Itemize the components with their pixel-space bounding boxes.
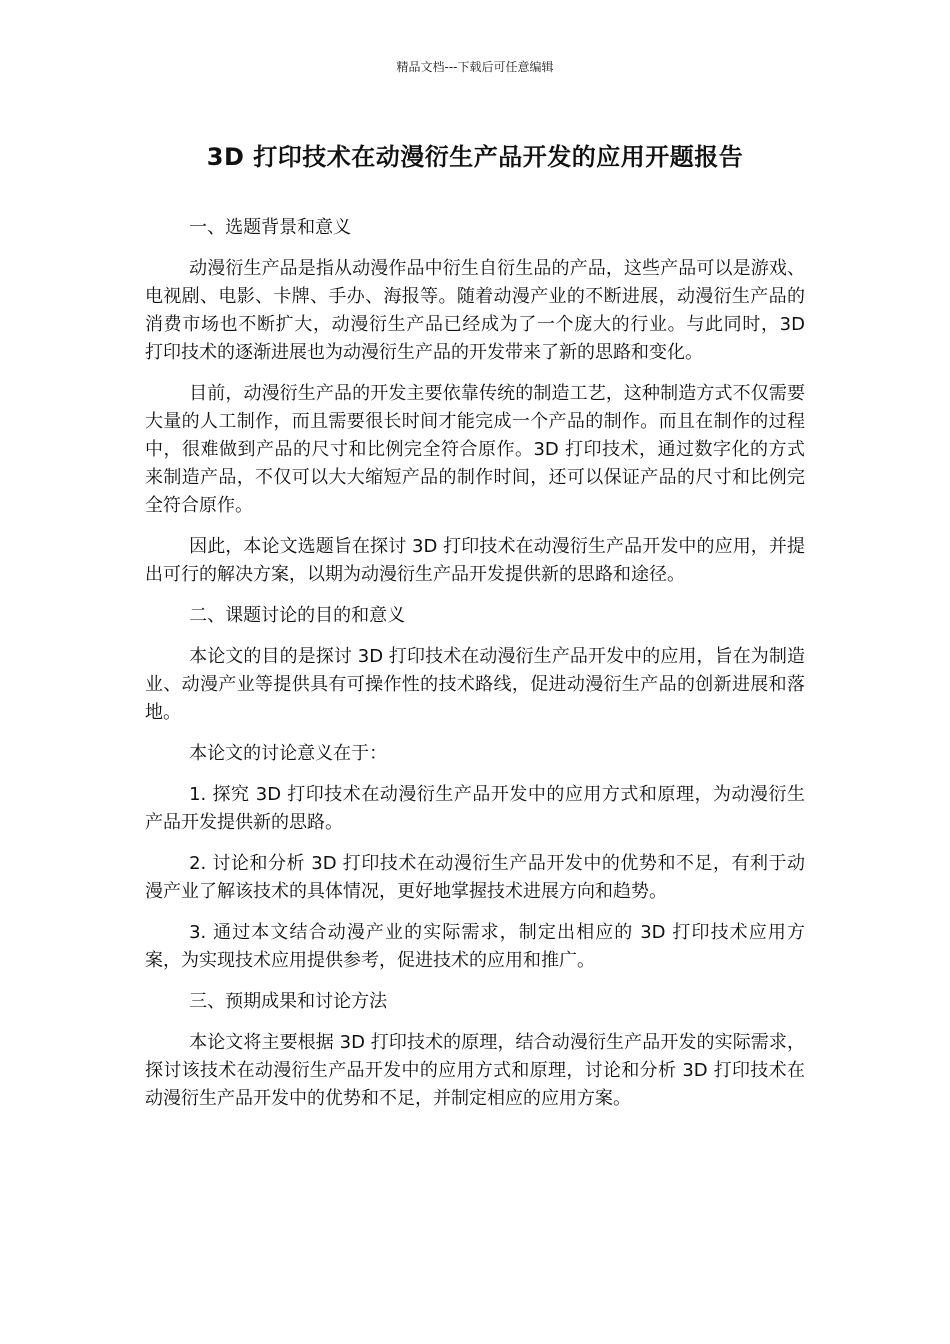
page-header-note: 精品文档---下载后可任意编辑 xyxy=(396,60,554,74)
paragraph: 因此，本论文选题旨在探讨 3D 打印技术在动漫衍生产品开发中的应用，并提出可行的解决方案，以期为动漫衍生产品开发提供新的思路和途径。 xyxy=(145,536,805,585)
list-item: 3. 通过本文结合动漫产业的实际需求，制定出相应的 3D 打印技术应用方案，为实现技术应用提供参考，促进技术的应用和推广。 xyxy=(145,922,805,971)
document-body xyxy=(145,214,805,1126)
paragraph: 本论文的讨论意义在于： xyxy=(189,743,388,764)
paragraph: 目前，动漫衍生产品的开发主要依靠传统的制造工艺，这种制造方式不仅需要大量的人工制作，而且需要很长时间才能完成一个产品的制作。而且在制作的过程中，很难做到产品的尺寸和比例完全符合原作。3D 打印技术，通过数字化的方式来制造产品，不仅可以大大缩短产品的制作时间，还可以保证产品的尺寸和比例完全符合原作。 xyxy=(145,383,805,516)
paragraph: 本论文将主要根据 3D 打印技术的原理，结合动漫衍生产品开发的实际需求，探讨该技术在动漫衍生产品开发中的应用方式和原理，讨论和分析 3D 打印技术在动漫衍生产品开发中的优势和不足，并制定相应的应用方案。 xyxy=(145,1032,805,1109)
paragraph: 本论文的目的是探讨 3D 打印技术在动漫衍生产品开发中的应用，旨在为制造业、动漫产业等提供具有可操作性的技术路线，促进动漫衍生产品的创新进展和落地。 xyxy=(145,646,805,723)
paragraph: 动漫衍生产品是指从动漫作品中衍生自衍生品的产品，这些产品可以是游戏、电视剧、电影、卡牌、手办、海报等。随着动漫产业的不断进展，动漫衍生产品的消费市场也不断扩大，动漫衍生产品已经成为了一个庞大的行业。与此同时，3D 打印技术的逐渐进展也为动漫衍生产品的开发带来了新的思路和变化。 xyxy=(145,258,805,363)
section-heading-3: 三、预期成果和讨论方法 xyxy=(189,991,388,1012)
document-title: 3D 打印技术在动漫衍生产品开发的应用开题报告 xyxy=(206,143,744,171)
list-item: 2. 讨论和分析 3D 打印技术在动漫衍生产品开发中的优势和不足，有利于动漫产业了解该技术的具体情况，更好地掌握技术进展方向和趋势。 xyxy=(145,853,805,902)
section-heading-1: 一、选题背景和意义 xyxy=(189,217,352,238)
section-heading-2: 二、课题讨论的目的和意义 xyxy=(189,605,406,626)
list-item: 1. 探究 3D 打印技术在动漫衍生产品开发中的应用方式和原理，为动漫衍生产品开发提供新的思路。 xyxy=(145,784,805,833)
